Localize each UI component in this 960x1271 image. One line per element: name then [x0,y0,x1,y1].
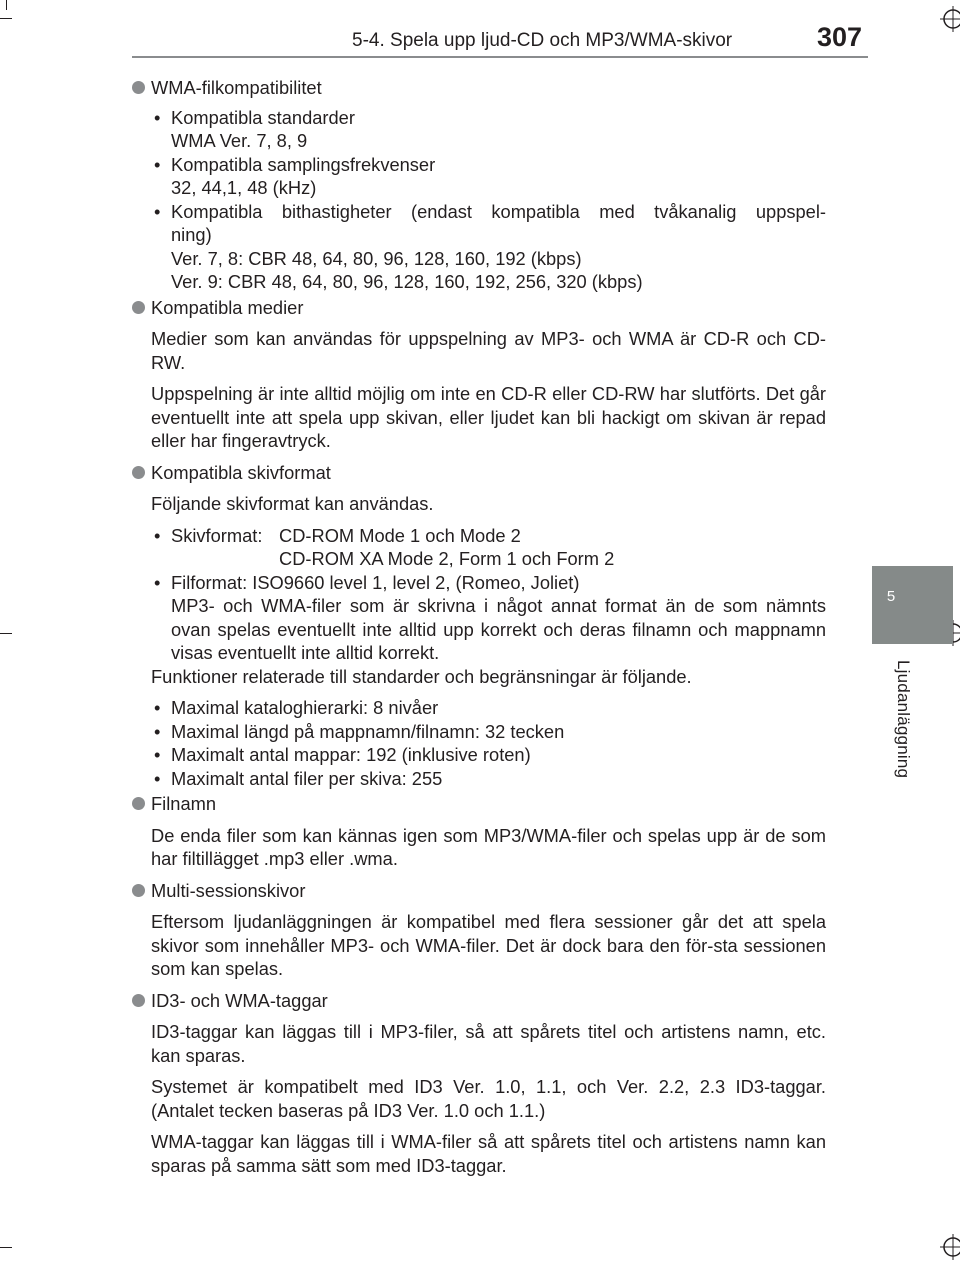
bullet-list [132,696,826,790]
bullet-glyph: • [154,767,161,789]
crop-mark [0,18,12,19]
disc-format-label: Skivformat: [171,524,263,546]
section-heading [132,296,826,320]
paragraph: Eftersom ljudanläggningen är kompatibel med flera sessioner går det att spela skivor som innehåller MP3- och WMA-filer. Det är dock bara den för-sta sessionen som kan spelas. [151,911,826,979]
crop-mark [6,0,7,10]
bullet-glyph: • [154,720,161,742]
bullet-glyph: • [154,524,161,546]
header-divider [132,56,868,58]
list-item-detail: Ver. 7, 8: CBR 48, 64, 80, 96, 128, 160, 192 (kbps) [171,247,582,269]
bullet-glyph: • [154,153,161,175]
section-heading [132,879,826,903]
list-item-text-end: ning) [171,224,212,245]
paragraph: Medier som kan användas för uppspelning av MP3- och WMA är CD-R och CD-RW. [151,328,826,373]
section-heading-text: WMA-filkompatibilitet [151,77,322,98]
paragraph: Systemet är kompatibelt med ID3 Ver. 1.0, 1.1, och Ver. 2.2, 2.3 ID3-taggar. (Antalet tecken baseras på ID3 Ver. 1.0 och 1.1.) [151,1076,826,1121]
list-item [151,743,826,767]
paragraph: Uppspelning är inte alltid möjlig om inte en CD-R eller CD-RW har slutförts. Det går eventuellt inte att spela upp skivan, eller ljudet kan bli hackigt om skivan är repad eller har fingeravtryck. [151,383,826,451]
chapter-tab [872,566,953,644]
bullet-glyph: • [154,571,161,593]
bullet-list [132,524,826,665]
chapter-number: 5 [886,588,896,605]
list-item-text: Kompatibla standarder [171,106,355,128]
paragraph: ID3-taggar kan läggas till i MP3-filer, så att spårets titel och artistens namn, etc. kan sparas. [151,1021,826,1066]
list-item-detail: Ver. 9: CBR 48, 64, 80, 96, 128, 160, 192, 256, 320 (kbps) [171,271,643,292]
list-item-detail: MP3- och WMA-filer som är skrivna i något annat format än de som nämnts ovan spelas eventuellt inte alltid upp korrekt och deras filnamn och mappnamn visas eventuellt inte alltid korrekt. [171,595,826,663]
section-heading-text: Filnamn [151,793,217,814]
paragraph: De enda filer som kan kännas igen som MP3/WMA-filer och spelas upp är de som har filtillägget .mp3 eller .wma. [151,824,826,869]
paragraph: WMA-taggar kan läggas till i WMA-filer så att spårets titel och artistens namn kan sparas på samma sätt som med ID3-taggar. [151,1131,826,1176]
list-item-text: Kompatibla samplingsfrekvenser [171,153,436,175]
bullet-glyph: • [154,106,161,128]
section-bullet-icon [132,466,145,479]
disc-format-row [171,524,826,548]
section-heading-text: Multi-sessionskivor [151,879,306,901]
section-bullet-icon [132,797,145,810]
list-item [151,106,826,153]
page-number: 307 [817,22,863,52]
section-heading [132,792,826,816]
list-item-detail: WMA Ver. 7, 8, 9 [171,130,308,151]
list-item [151,696,826,720]
list-item-text: Kompatibla bithastigheter (endast kompatibla med tvåkanalig uppspel- [171,200,826,222]
section-bullet-icon [132,81,145,94]
bullet-list [132,106,826,294]
paragraph: Funktioner relaterade till standarder och begränsningar är följande. [151,665,692,687]
list-item-text: Filformat: ISO9660 level 1, level 2, (Romeo, Joliet) [171,571,580,593]
list-item-text: Maximalt antal mappar: 192 (inklusive roten) [171,744,531,765]
section-heading [132,76,826,100]
page-content [132,76,826,1177]
section-heading [132,461,826,485]
registration-mark-icon [940,6,960,32]
section-heading-text: ID3- och WMA-taggar [151,989,328,1011]
bullet-glyph: • [154,744,161,765]
list-item-detail: 32, 44,1, 48 (kHz) [171,177,317,198]
paragraph: Följande skivformat kan användas. [151,493,434,514]
section-heading-text: Kompatibla medier [151,296,304,318]
bullet-glyph: • [154,200,161,222]
list-item [151,720,826,744]
disc-format-value: CD-ROM XA Mode 2, Form 1 och Form 2 [279,548,615,569]
list-item-text: Maximal längd på mappnamn/filnamn: 32 tecken [171,720,565,742]
section-bullet-icon [132,884,145,897]
list-item-text: Maximal kataloghierarki: 8 nivåer [171,697,439,718]
list-item [151,153,826,200]
disc-format-value: CD-ROM Mode 1 och Mode 2 [279,524,521,546]
section-heading [132,989,826,1013]
list-item [151,524,826,571]
section-bullet-icon [132,301,145,314]
list-item-text: Maximalt antal filer per skiva: 255 [171,767,443,789]
crop-mark [0,633,12,634]
list-item [151,200,826,294]
section-header-title: 5-4. Spela upp ljud-CD och MP3/WMA-skivor [352,30,733,51]
section-heading-text: Kompatibla skivformat [151,461,331,483]
registration-mark-icon [940,1234,960,1260]
chapter-label: Ljudanläggning [894,660,913,779]
crop-mark [0,1247,12,1248]
list-item [151,767,826,791]
bullet-glyph: • [154,697,161,718]
section-bullet-icon [132,994,145,1007]
list-item [151,571,826,665]
